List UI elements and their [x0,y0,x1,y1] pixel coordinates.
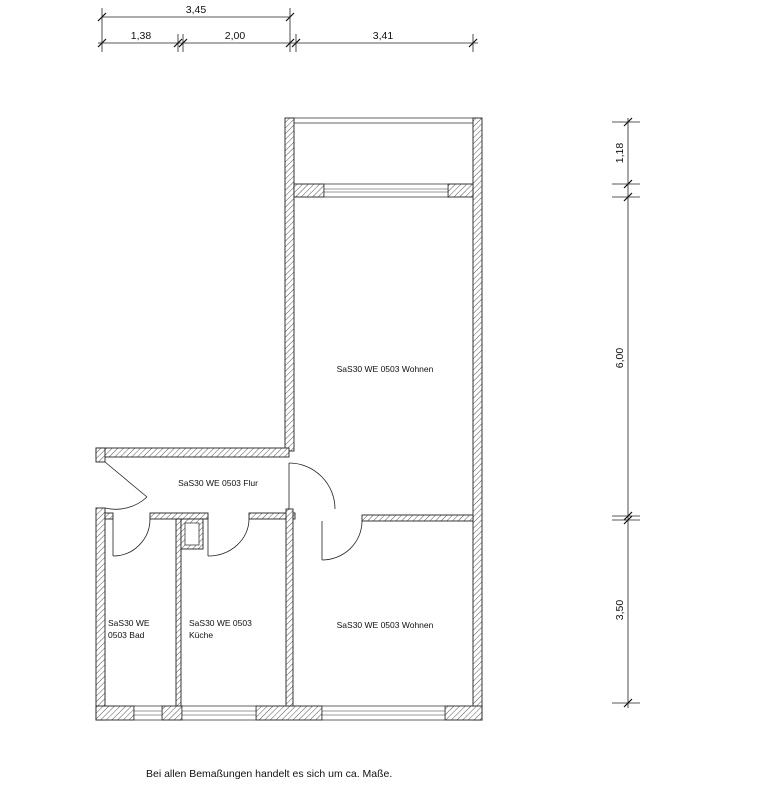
wall-flur-bottom-1 [105,513,113,519]
wall-flur-left [96,448,105,462]
dim-top-right: 3,41 [372,30,394,42]
wall-bottom-4 [445,706,482,720]
wall-kueche-wohnen [286,509,293,710]
room-label-wohnen-bottom: SaS30 WE 0503 Wohnen [336,620,434,630]
dim-side-bottom: 3,50 [614,599,626,621]
wall-left [96,508,105,720]
wall-balcony-right [448,184,473,197]
door-kueche-swing [208,519,249,556]
window-balcony [324,184,448,197]
dim-top-total: 3,45 [185,4,207,16]
wall-flur-top [96,448,289,457]
room-label-kueche-2: Küche [189,630,214,640]
dim-top-left: 1,38 [130,30,152,42]
door-flur-wohnen-swing [289,463,335,509]
wall-bad-kueche [176,519,181,710]
room-label-kueche-1: SaS30 WE 0503 [189,618,252,628]
room-label-bad-2: 0503 Bad [108,630,145,640]
door-bad-swing [113,519,150,556]
room-label-wohnen-top: SaS30 WE 0503 Wohnen [336,364,434,374]
dim-side-top: 1,18 [614,142,626,164]
door-entrance-swing [105,497,147,509]
wall-tower-left [285,118,294,451]
window-kueche [182,706,256,720]
wall-bottom-3 [256,706,322,720]
window-bad [134,706,162,720]
room-label-bad-1: SaS30 WE [108,618,150,628]
room-label-flur: SaS30 WE 0503 Flur [178,478,258,488]
door-entrance-leaf [105,462,147,497]
shaft-inner [185,523,199,545]
window-wohnen-bottom [322,706,445,720]
wall-living-divider [362,515,473,521]
wall-tower-right [473,118,482,720]
door-wohnen-swing [322,521,362,560]
wall-balcony-left [294,184,324,197]
balcony-parapet [289,118,478,123]
wall-bottom-2 [162,706,182,720]
top-dimension-chain [98,8,478,52]
dim-side-mid: 6,00 [614,347,626,369]
wall-flur-bottom-2 [150,513,208,519]
wall-bottom-1 [96,706,134,720]
dim-top-mid: 2,00 [224,30,246,42]
footnote: Bei allen Bemaßungen handelt es sich um ca. Maße. [146,768,393,780]
doors [105,462,362,560]
